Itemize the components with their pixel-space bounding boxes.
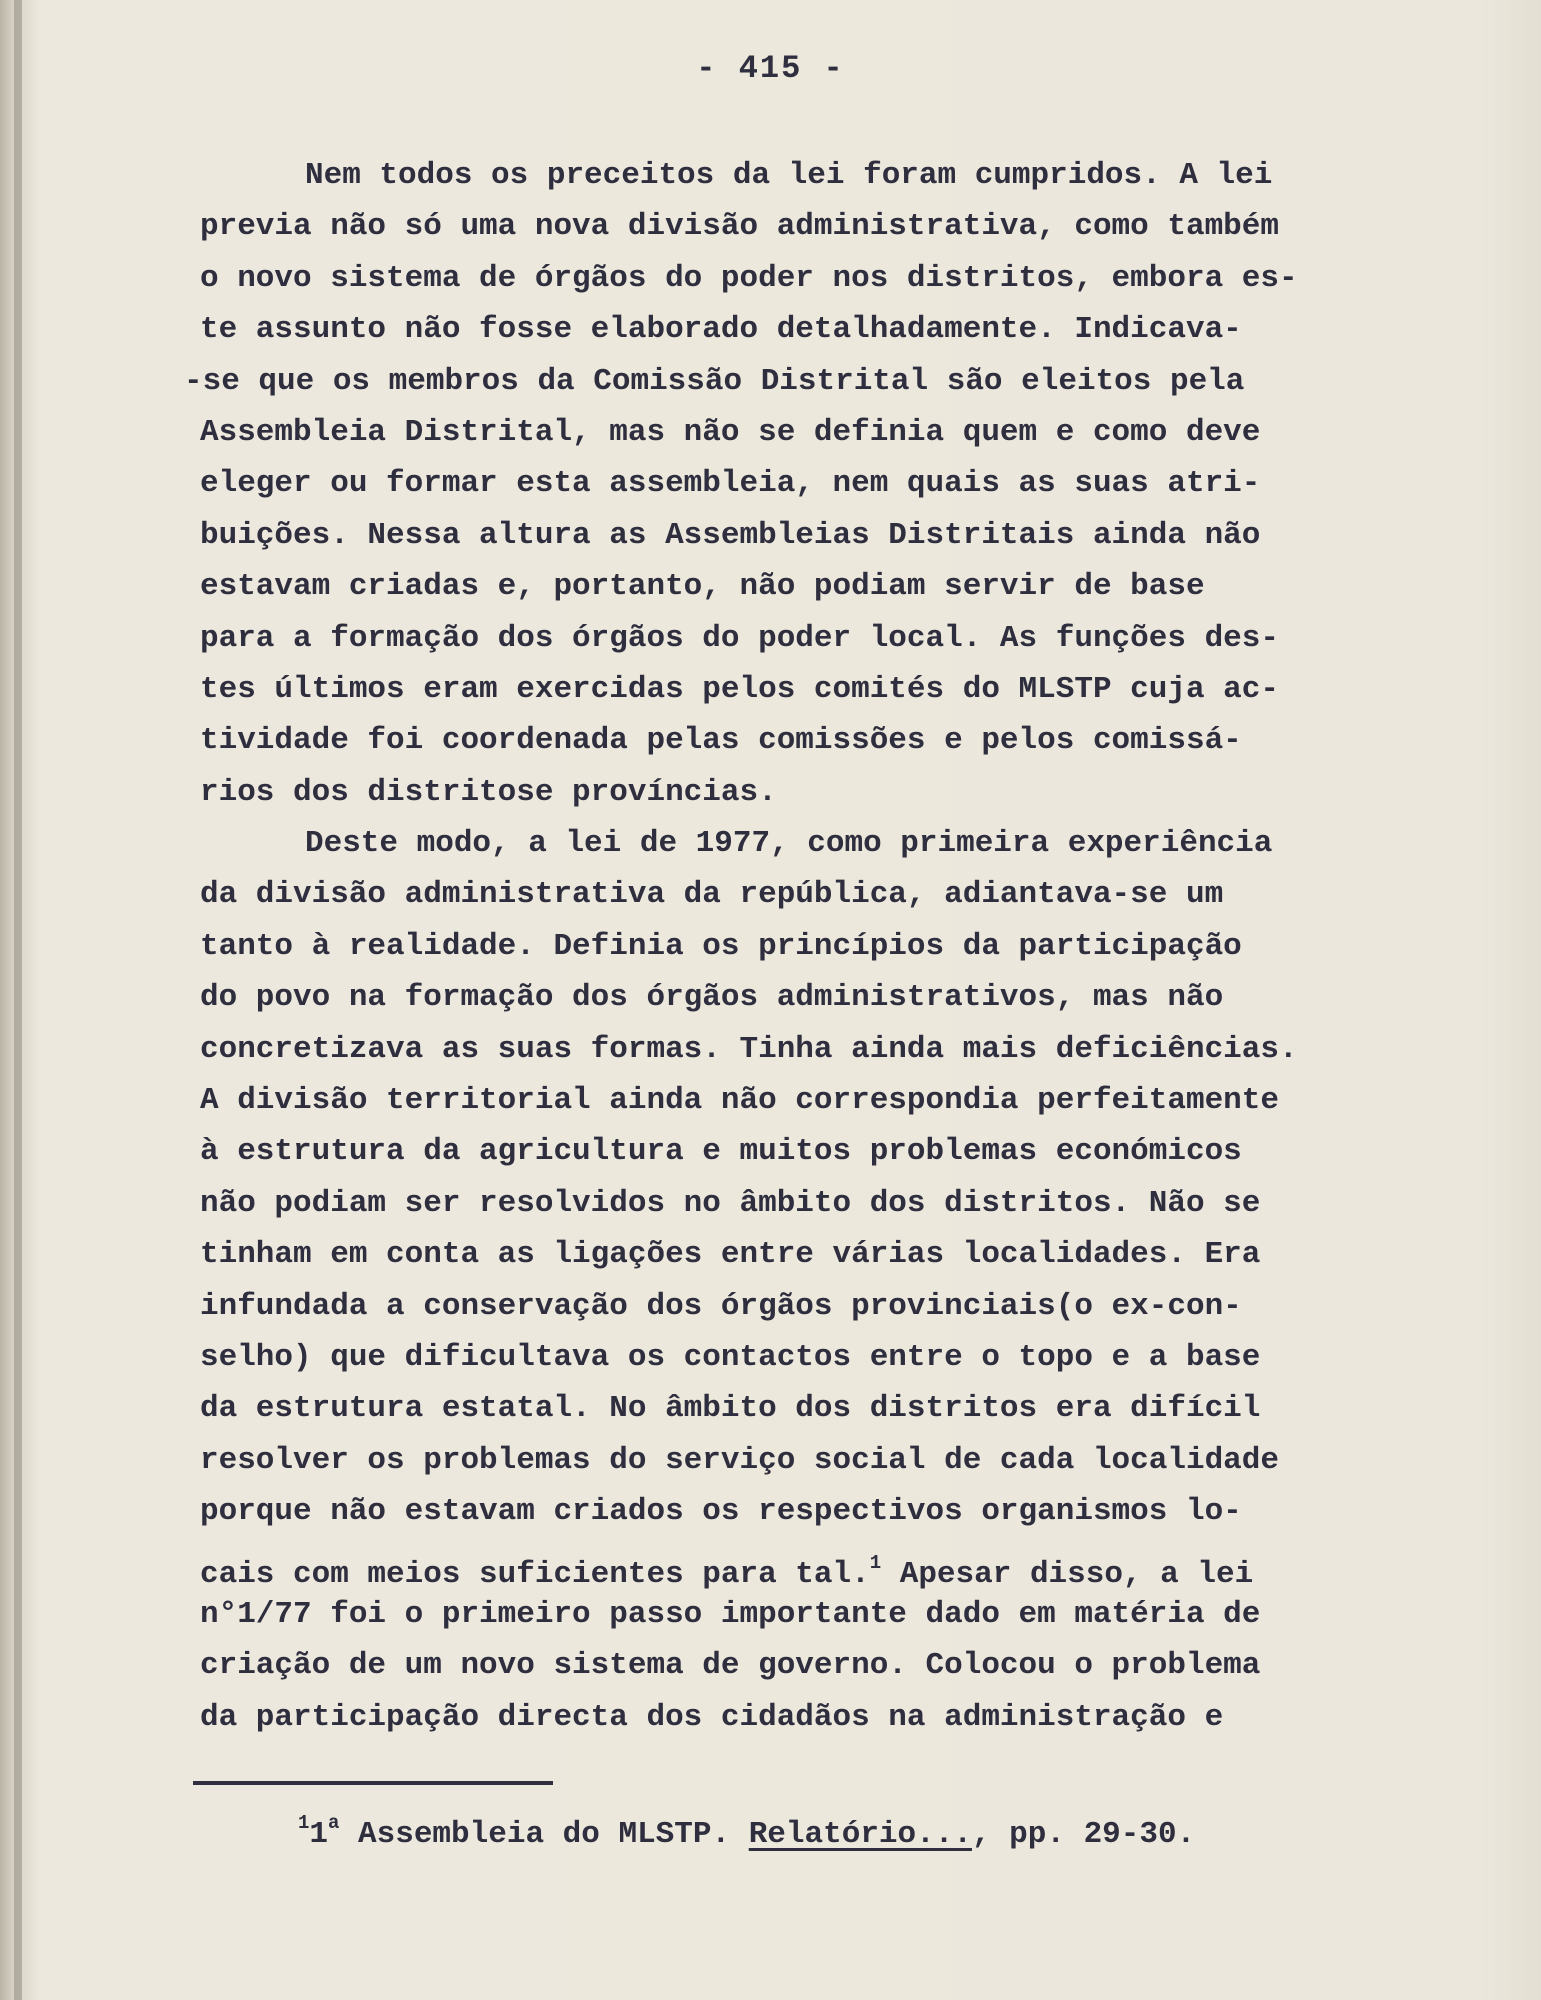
footnote-text: , pp. 29-30. bbox=[971, 1817, 1196, 1852]
text-line: n°1/77 foi o primeiro passo importante dado em matéria de bbox=[200, 1596, 1261, 1632]
footnote-marker: 1 bbox=[298, 1812, 310, 1834]
text-line: porque não estavam criados os respectivos organismos lo- bbox=[200, 1494, 1242, 1530]
text-line: não podiam ser resolvidos no âmbito dos distritos. Não se bbox=[200, 1185, 1261, 1221]
page-number: - 415 - bbox=[696, 50, 845, 87]
text-line: rios dos distritose províncias. bbox=[200, 774, 777, 810]
footnote-reference[interactable]: 1 bbox=[869, 1551, 882, 1574]
text-line: resolver os problemas do serviço social de cada localidade bbox=[200, 1442, 1279, 1478]
footnote-ordinal-suffix: a bbox=[328, 1812, 340, 1834]
text-line: Deste modo, a lei de 1977, como primeira experiência bbox=[305, 826, 1273, 862]
text-line: te assunto não fosse elaborado detalhadamente. Indicava- bbox=[200, 312, 1242, 348]
text-line: tividade foi coordenada pelas comissões e pelos comissá- bbox=[200, 723, 1242, 759]
text-line: infundada a conservação dos órgãos provinciais(o ex-con- bbox=[200, 1288, 1242, 1324]
page-binding-edge bbox=[14, 0, 22, 2000]
text-line: selho) que dificultava os contactos entre o topo e a base bbox=[200, 1339, 1261, 1375]
footnote bbox=[298, 1812, 1195, 1852]
text-line: tanto à realidade. Definia os princípios da participação bbox=[200, 928, 1242, 964]
text-line-segment: Apesar disso, a lei bbox=[881, 1556, 1254, 1592]
text-line: da estrutura estatal. No âmbito dos distritos era difícil bbox=[200, 1391, 1261, 1427]
text-line: eleger ou formar esta assembleia, nem quais as suas atri- bbox=[200, 466, 1261, 502]
text-line: criação de um novo sistema de governo. Colocou o problema bbox=[200, 1648, 1261, 1684]
text-line: da participação directa dos cidadãos na administração e bbox=[200, 1699, 1224, 1735]
text-line: Nem todos os preceitos da lei foram cumpridos. A lei bbox=[305, 158, 1273, 193]
text-line: da divisão administrativa da república, adiantava-se um bbox=[200, 877, 1224, 913]
text-line: tinham em conta as ligações entre várias localidades. Era bbox=[200, 1237, 1261, 1273]
text-line: do povo na formação dos órgãos administrativos, mas não bbox=[200, 980, 1224, 1016]
text-line-with-footnote bbox=[200, 1538, 1440, 1592]
text-line: o novo sistema de órgãos do poder nos distritos, embora es- bbox=[200, 260, 1298, 296]
body-text bbox=[184, 150, 1440, 1743]
text-line: estavam criadas e, portanto, não podiam servir de base bbox=[200, 569, 1205, 605]
text-line: previa não só uma nova divisão administrativa, como também bbox=[200, 209, 1279, 245]
text-line: concretizava as suas formas. Tinha ainda mais deficiências. bbox=[200, 1031, 1298, 1067]
text-line: -se que os membros da Comissão Distrital são eleitos pela bbox=[184, 363, 1245, 399]
footnote-ordinal-number: 1 bbox=[309, 1817, 329, 1852]
text-line: A divisão territorial ainda não correspondia perfeitamente bbox=[200, 1083, 1279, 1119]
footnote-separator bbox=[193, 1781, 553, 1785]
text-line-segment: cais com meios suficientes para tal. bbox=[200, 1556, 870, 1592]
text-line: tes últimos eram exercidas pelos comités do MLSTP cuja ac- bbox=[200, 671, 1279, 707]
footnote-text: Assembleia do MLSTP. bbox=[339, 1817, 749, 1852]
text-line: Assembleia Distrital, mas não se definia quem e como deve bbox=[200, 414, 1261, 450]
text-line: para a formação dos órgãos do poder local. As funções des- bbox=[200, 620, 1279, 656]
footnote-title: Relatório... bbox=[748, 1817, 972, 1852]
text-line: à estrutura da agricultura e muitos problemas económicos bbox=[200, 1134, 1242, 1170]
text-line: buições. Nessa altura as Assembleias Distritais ainda não bbox=[200, 517, 1261, 553]
